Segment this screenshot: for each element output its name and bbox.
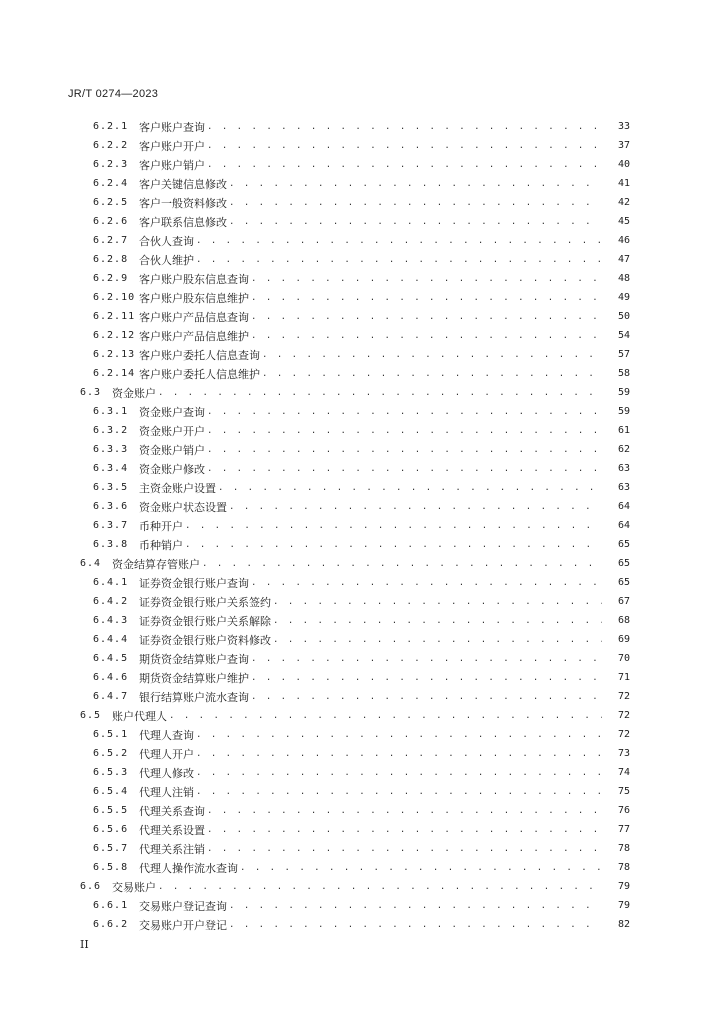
toc-entry[interactable] xyxy=(0,383,724,402)
toc-entry-title: 资金结算存管账户 xyxy=(112,557,200,571)
toc-entry-page: 82 xyxy=(617,919,630,930)
toc-entry-page: 37 xyxy=(617,140,630,151)
toc-entry-number: 6.3 xyxy=(80,387,102,398)
toc-entry-title: 客户账户委托人信息维护 xyxy=(139,367,260,381)
toc-entry[interactable] xyxy=(0,592,724,611)
toc-entry-number: 6.4.5 xyxy=(93,653,129,664)
toc-entry-page: 62 xyxy=(617,444,630,455)
toc-entry-title: 期货资金结算账户查询 xyxy=(139,652,249,666)
toc-dot-leader xyxy=(185,540,602,550)
toc-entry-title: 客户一般资料修改 xyxy=(139,196,227,210)
toc-entry-title: 客户联系信息修改 xyxy=(139,215,227,229)
toc-entry-number: 6.2.13 xyxy=(93,349,136,360)
toc-dot-leader xyxy=(158,882,602,892)
toc-entry[interactable] xyxy=(0,801,724,820)
toc-dot-leader xyxy=(207,141,602,151)
toc-dot-leader xyxy=(207,426,602,436)
toc-entry-title: 证券资金银行账户关系解除 xyxy=(139,614,271,628)
toc-entry-title: 代理关系设置 xyxy=(139,823,205,837)
toc-entry[interactable] xyxy=(0,193,724,212)
toc-entry-number: 6.2.8 xyxy=(93,254,129,265)
toc-entry[interactable] xyxy=(0,269,724,288)
toc-entry[interactable] xyxy=(0,744,724,763)
toc-entry-page: 61 xyxy=(617,425,630,436)
toc-entry-title: 代理人开户 xyxy=(139,747,194,761)
toc-entry-number: 6.4.3 xyxy=(93,615,129,626)
toc-entry[interactable] xyxy=(0,877,724,896)
toc-entry-number: 6.5.4 xyxy=(93,786,129,797)
toc-entry[interactable] xyxy=(0,250,724,269)
toc-dot-leader xyxy=(251,331,602,341)
toc-entry-number: 6.2.10 xyxy=(93,292,136,303)
toc-entry[interactable] xyxy=(0,896,724,915)
toc-entry-number: 6.5.8 xyxy=(93,862,129,873)
page-number-footer: II xyxy=(80,938,89,951)
toc-entry[interactable] xyxy=(0,668,724,687)
toc-entry-title: 资金账户状态设置 xyxy=(139,500,227,514)
toc-entry-number: 6.3.5 xyxy=(93,482,129,493)
toc-entry-title: 期货资金结算账户维护 xyxy=(139,671,249,685)
toc-entry-page: 72 xyxy=(617,691,630,702)
toc-entry-page: 65 xyxy=(617,539,630,550)
toc-entry-title: 代理人修改 xyxy=(139,766,194,780)
toc-entry-page: 46 xyxy=(617,235,630,246)
toc-entry-number: 6.3.3 xyxy=(93,444,129,455)
toc-entry[interactable] xyxy=(0,345,724,364)
toc-entry[interactable] xyxy=(0,839,724,858)
toc-entry-page: 67 xyxy=(617,596,630,607)
toc-dot-leader xyxy=(251,692,602,702)
toc-dot-leader xyxy=(207,464,602,474)
toc-dot-leader xyxy=(273,597,602,607)
toc-entry-number: 6.4.7 xyxy=(93,691,129,702)
toc-entry[interactable] xyxy=(0,497,724,516)
toc-entry-page: 47 xyxy=(617,254,630,265)
toc-entry[interactable] xyxy=(0,212,724,231)
toc-dot-leader xyxy=(262,350,602,360)
toc-entry-page: 65 xyxy=(617,577,630,588)
toc-entry-title: 证券资金银行账户查询 xyxy=(139,576,249,590)
toc-entry-page: 68 xyxy=(617,615,630,626)
toc-entry-title: 代理人查询 xyxy=(139,728,194,742)
toc-entry[interactable] xyxy=(0,421,724,440)
toc-entry-number: 6.3.1 xyxy=(93,406,129,417)
toc-dot-leader xyxy=(251,293,602,303)
toc-entry-page: 79 xyxy=(617,881,630,892)
toc-dot-leader xyxy=(229,198,602,208)
toc-dot-leader xyxy=(218,483,602,493)
toc-dot-leader xyxy=(207,825,602,835)
toc-entry-number: 6.5.6 xyxy=(93,824,129,835)
toc-entry-number: 6.5.5 xyxy=(93,805,129,816)
toc-entry-title: 客户账户股东信息维护 xyxy=(139,291,249,305)
toc-entry-number: 6.4.6 xyxy=(93,672,129,683)
toc-entry-page: 59 xyxy=(617,387,630,398)
toc-entry-title: 合伙人查询 xyxy=(139,234,194,248)
toc-entry-page: 73 xyxy=(617,748,630,759)
toc-entry-title: 客户账户产品信息维护 xyxy=(139,329,249,343)
toc-entry-page: 54 xyxy=(617,330,630,341)
toc-entry-title: 客户账户委托人信息查询 xyxy=(139,348,260,362)
toc-entry[interactable] xyxy=(0,307,724,326)
toc-entry-number: 6.3.6 xyxy=(93,501,129,512)
toc-entry[interactable] xyxy=(0,573,724,592)
toc-entry[interactable] xyxy=(0,288,724,307)
toc-dot-leader xyxy=(207,806,602,816)
document-header: JR/T 0274—2023 xyxy=(68,88,159,100)
toc-entry-page: 75 xyxy=(617,786,630,797)
toc-dot-leader xyxy=(207,407,602,417)
toc-dot-leader xyxy=(185,521,602,531)
toc-entry-title: 资金账户开户 xyxy=(139,424,205,438)
toc-dot-leader xyxy=(196,236,602,246)
toc-entry-number: 6.2.1 xyxy=(93,121,129,132)
toc-entry[interactable] xyxy=(0,649,724,668)
toc-entry-page: 79 xyxy=(617,900,630,911)
toc-entry[interactable] xyxy=(0,402,724,421)
toc-entry-title: 代理人注销 xyxy=(139,785,194,799)
toc-entry-page: 71 xyxy=(617,672,630,683)
toc-entry-number: 6.5 xyxy=(80,710,102,721)
toc-dot-leader xyxy=(229,901,602,911)
toc-entry-title: 资金账户销户 xyxy=(139,443,205,457)
toc-dot-leader xyxy=(251,578,602,588)
toc-entry-page: 77 xyxy=(617,824,630,835)
toc-entry-title: 交易账户 xyxy=(112,880,156,894)
toc-entry[interactable] xyxy=(0,782,724,801)
toc-entry-number: 6.2.4 xyxy=(93,178,129,189)
toc-dot-leader xyxy=(196,255,602,265)
toc-dot-leader xyxy=(196,730,602,740)
toc-entry-page: 59 xyxy=(617,406,630,417)
toc-dot-leader xyxy=(229,179,602,189)
toc-dot-leader xyxy=(196,768,602,778)
toc-entry[interactable] xyxy=(0,155,724,174)
toc-dot-leader xyxy=(229,217,602,227)
toc-dot-leader xyxy=(229,920,602,930)
toc-entry-number: 6.5.2 xyxy=(93,748,129,759)
toc-entry-page: 70 xyxy=(617,653,630,664)
toc-entry[interactable] xyxy=(0,478,724,497)
toc-entry-number: 6.2.14 xyxy=(93,368,136,379)
toc-entry-number: 6.6 xyxy=(80,881,102,892)
toc-entry[interactable] xyxy=(0,915,724,934)
toc-dot-leader xyxy=(273,616,602,626)
toc-entry-page: 72 xyxy=(617,729,630,740)
toc-dot-leader xyxy=(273,635,602,645)
toc-entry[interactable] xyxy=(0,820,724,839)
toc-dot-leader xyxy=(207,445,602,455)
toc-entry-title: 合伙人维护 xyxy=(139,253,194,267)
toc-entry[interactable] xyxy=(0,516,724,535)
toc-dot-leader xyxy=(196,787,602,797)
toc-entry-page: 69 xyxy=(617,634,630,645)
toc-dot-leader xyxy=(207,160,602,170)
toc-entry-page: 64 xyxy=(617,501,630,512)
toc-entry-title: 客户账户股东信息查询 xyxy=(139,272,249,286)
toc-entry-title: 客户账户查询 xyxy=(139,120,205,134)
toc-entry[interactable] xyxy=(0,687,724,706)
toc-dot-leader xyxy=(207,844,602,854)
toc-entry-title: 账户代理人 xyxy=(112,709,167,723)
toc-entry-number: 6.4.4 xyxy=(93,634,129,645)
toc-entry-number: 6.3.4 xyxy=(93,463,129,474)
toc-entry[interactable] xyxy=(0,725,724,744)
toc-entry-title: 客户关键信息修改 xyxy=(139,177,227,191)
toc-entry-number: 6.4.2 xyxy=(93,596,129,607)
toc-entry-title: 资金账户修改 xyxy=(139,462,205,476)
toc-entry-page: 48 xyxy=(617,273,630,284)
toc-entry-title: 币种销户 xyxy=(139,538,183,552)
toc-entry[interactable] xyxy=(0,117,724,136)
toc-entry-number: 6.2.3 xyxy=(93,159,129,170)
toc-entry-title: 客户账户销户 xyxy=(139,158,205,172)
toc-dot-leader xyxy=(229,502,602,512)
toc-entry-title: 客户账户开户 xyxy=(139,139,205,153)
toc-entry-title: 资金账户 xyxy=(112,386,156,400)
toc-entry-number: 6.3.8 xyxy=(93,539,129,550)
toc-entry-number: 6.2.2 xyxy=(93,140,129,151)
toc-entry-number: 6.2.7 xyxy=(93,235,129,246)
toc-entry-number: 6.5.3 xyxy=(93,767,129,778)
toc-entry-number: 6.2.12 xyxy=(93,330,136,341)
toc-entry-page: 65 xyxy=(617,558,630,569)
toc-entry-title: 资金账户查询 xyxy=(139,405,205,419)
toc-entry[interactable] xyxy=(0,706,724,725)
toc-dot-leader xyxy=(196,749,602,759)
toc-entry-page: 45 xyxy=(617,216,630,227)
toc-dot-leader xyxy=(262,369,602,379)
toc-dot-leader xyxy=(202,559,602,569)
toc-entry[interactable] xyxy=(0,459,724,478)
toc-entry-number: 6.6.2 xyxy=(93,919,129,930)
toc-entry-page: 63 xyxy=(617,463,630,474)
toc-entry-number: 6.5.1 xyxy=(93,729,129,740)
toc-entry-number: 6.5.7 xyxy=(93,843,129,854)
toc-entry-page: 72 xyxy=(617,710,630,721)
toc-entry[interactable] xyxy=(0,364,724,383)
toc-entry-title: 币种开户 xyxy=(139,519,183,533)
toc-entry-number: 6.4 xyxy=(80,558,102,569)
toc-entry[interactable] xyxy=(0,763,724,782)
toc-entry-number: 6.3.2 xyxy=(93,425,129,436)
toc-entry-number: 6.4.1 xyxy=(93,577,129,588)
toc-entry-title: 交易账户开户登记 xyxy=(139,918,227,932)
toc-entry-title: 证券资金银行账户资料修改 xyxy=(139,633,271,647)
toc-dot-leader xyxy=(169,711,602,721)
toc-entry-number: 6.2.5 xyxy=(93,197,129,208)
toc-entry-title: 交易账户登记查询 xyxy=(139,899,227,913)
toc-entry-number: 6.2.11 xyxy=(93,311,136,322)
toc-entry-title: 银行结算账户流水查询 xyxy=(139,690,249,704)
toc-entry-number: 6.6.1 xyxy=(93,900,129,911)
toc-dot-leader xyxy=(251,673,602,683)
toc-dot-leader xyxy=(251,654,602,664)
toc-entry-page: 63 xyxy=(617,482,630,493)
toc-entry-page: 78 xyxy=(617,862,630,873)
toc-entry[interactable] xyxy=(0,858,724,877)
toc-entry-title: 主资金账户设置 xyxy=(139,481,216,495)
toc-entry[interactable] xyxy=(0,326,724,345)
toc-entry-title: 代理关系查询 xyxy=(139,804,205,818)
toc-entry[interactable] xyxy=(0,440,724,459)
toc-dot-leader xyxy=(251,312,602,322)
toc-entry-page: 42 xyxy=(617,197,630,208)
toc-entry[interactable] xyxy=(0,611,724,630)
toc-entry-page: 74 xyxy=(617,767,630,778)
toc-entry-title: 代理关系注销 xyxy=(139,842,205,856)
toc-dot-leader xyxy=(251,274,602,284)
toc-entry-page: 41 xyxy=(617,178,630,189)
toc-entry[interactable] xyxy=(0,136,724,155)
toc-entry-page: 50 xyxy=(617,311,630,322)
toc-entry-page: 58 xyxy=(617,368,630,379)
toc-dot-leader xyxy=(158,388,602,398)
toc-entry-page: 57 xyxy=(617,349,630,360)
toc-entry-number: 6.2.6 xyxy=(93,216,129,227)
toc-entry[interactable] xyxy=(0,535,724,554)
toc-entry-title: 代理人操作流水查询 xyxy=(139,861,238,875)
toc-entry[interactable] xyxy=(0,630,724,649)
toc-entry[interactable] xyxy=(0,231,724,250)
toc-entry-title: 证券资金银行账户关系签约 xyxy=(139,595,271,609)
toc-dot-leader xyxy=(240,863,602,873)
toc-dot-leader xyxy=(207,122,602,132)
toc-entry-page: 33 xyxy=(617,121,630,132)
toc-entry[interactable] xyxy=(0,554,724,573)
toc-entry-page: 64 xyxy=(617,520,630,531)
toc-entry-page: 40 xyxy=(617,159,630,170)
toc-entry-page: 49 xyxy=(617,292,630,303)
toc-entry-title: 客户账户产品信息查询 xyxy=(139,310,249,324)
toc-entry-number: 6.2.9 xyxy=(93,273,129,284)
table-of-contents xyxy=(0,117,724,934)
toc-entry-number: 6.3.7 xyxy=(93,520,129,531)
toc-entry[interactable] xyxy=(0,174,724,193)
toc-entry-page: 78 xyxy=(617,843,630,854)
toc-entry-page: 76 xyxy=(617,805,630,816)
